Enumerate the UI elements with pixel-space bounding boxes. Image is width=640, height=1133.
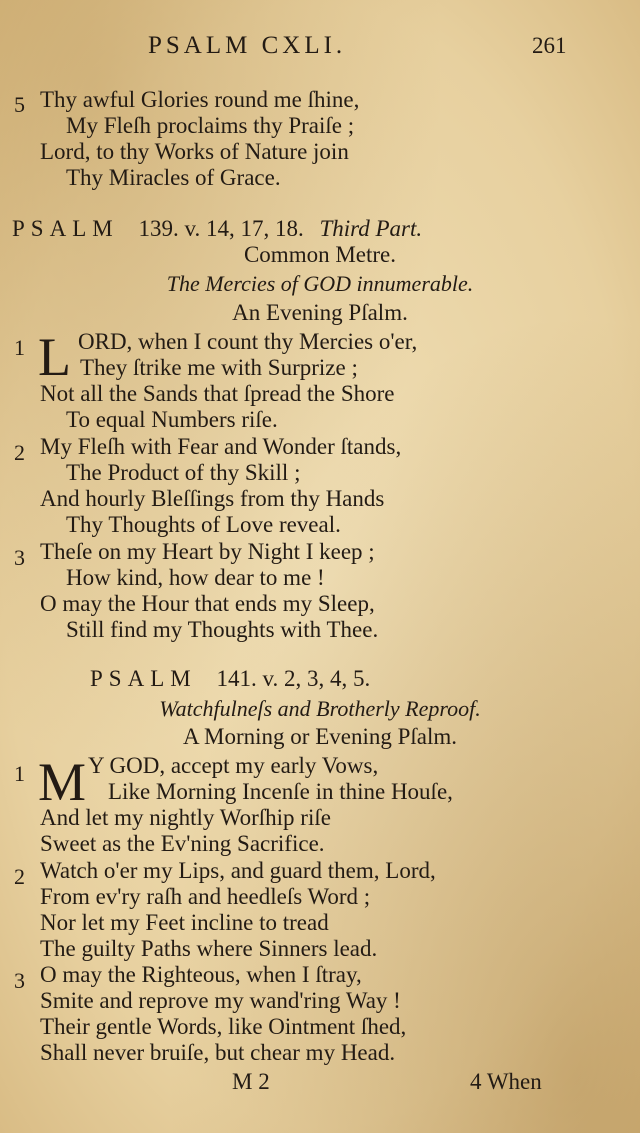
signature-mark: M 2: [232, 1069, 270, 1094]
verse-line: How kind, how dear to me !: [66, 565, 325, 590]
psalm-heading-word: PSALM: [90, 666, 197, 691]
verse-line: ORD, when I count thy Mercies o'er,: [78, 329, 418, 354]
psalm-subtitle: The Mercies of GOD innumerable.: [166, 271, 474, 296]
psalm-occasion: A Morning or Evening Pſalm.: [182, 724, 458, 749]
verse-line: My Fleſh proclaims thy Praiſe ;: [66, 113, 355, 138]
verse-line: Smite and reprove my wand'ring Way !: [40, 988, 401, 1013]
verse-line: Y GOD, accept my early Vows,: [88, 753, 379, 778]
verse-number: 2: [14, 864, 25, 889]
psalm-heading: [90, 666, 370, 692]
verse-line: O may the Hour that ends my Sleep,: [40, 591, 375, 616]
running-head-title: PSALM CXLI.: [148, 32, 347, 59]
verse-line: Theſe on my Heart by Night I keep ;: [40, 539, 375, 564]
verse-line: The Product of thy Skill ;: [66, 460, 301, 485]
verse-number: 3: [14, 968, 25, 993]
psalm-heading-word: PSALM: [12, 216, 119, 241]
verse-line: Watch o'er my Lips, and guard them, Lord,: [40, 858, 436, 883]
verse-line: And hourly Bleſſings from thy Hands: [40, 486, 385, 511]
verse-line: Sweet as the Ev'ning Sacrifice.: [40, 831, 325, 856]
verse-line: Thy Thoughts of Love reveal.: [66, 512, 341, 537]
verse-line: From ev'ry raſh and heedleſs Word ;: [40, 884, 371, 909]
psalm-metre: Common Metre.: [243, 242, 397, 267]
verse-line: Shall never bruiſe, but chear my Head.: [40, 1040, 396, 1065]
psalm-heading-reference: 141. v. 2, 3, 4, 5.: [216, 666, 371, 691]
verse-line: Still find my Thoughts with Thee.: [66, 617, 379, 642]
drop-cap: M: [38, 752, 87, 812]
verse-number: 5: [14, 92, 25, 117]
verse-line: To equal Numbers riſe.: [66, 407, 278, 432]
drop-cap: L: [38, 327, 71, 387]
verse-line: Not all the Sands that ſpread the Shore: [40, 381, 395, 406]
verse-number: 1: [14, 761, 25, 786]
verse-line: The guilty Paths where Sinners lead.: [40, 936, 378, 961]
psalm-heading: [12, 216, 422, 242]
verse-line: Like Morning Incenſe in thine Houſe,: [108, 779, 453, 804]
page-number: 261: [532, 33, 567, 58]
verse-line: O may the Righteous, when I ſtray,: [40, 962, 362, 987]
psalm-heading-reference: 139. v. 14, 17, 18.: [138, 216, 304, 241]
verse-line: They ſtrike me with Surprize ;: [80, 355, 358, 380]
psalm-part: Third Part.: [319, 216, 423, 241]
psalm-occasion: An Evening Pſalm.: [232, 300, 408, 325]
verse-number: 3: [14, 545, 25, 570]
verse-line: And let my nightly Worſhip riſe: [40, 805, 331, 830]
verse-line: My Fleſh with Fear and Wonder ſtands,: [40, 434, 402, 459]
verse-number: 1: [14, 335, 25, 360]
psalm-subtitle: Watchfulneſs and Brotherly Reproof.: [159, 696, 481, 721]
verse-line: Their gentle Words, like Ointment ſhed,: [40, 1014, 407, 1039]
catchword: 4 When: [470, 1069, 542, 1094]
verse-number: 2: [14, 440, 25, 465]
verse-line: Lord, to thy Works of Nature join: [40, 139, 349, 164]
verse-line: Nor let my Feet incline to tread: [40, 910, 329, 935]
verse-line: Thy awful Glories round me ſhine,: [40, 87, 360, 112]
verse-line: Thy Miracles of Grace.: [66, 165, 281, 190]
